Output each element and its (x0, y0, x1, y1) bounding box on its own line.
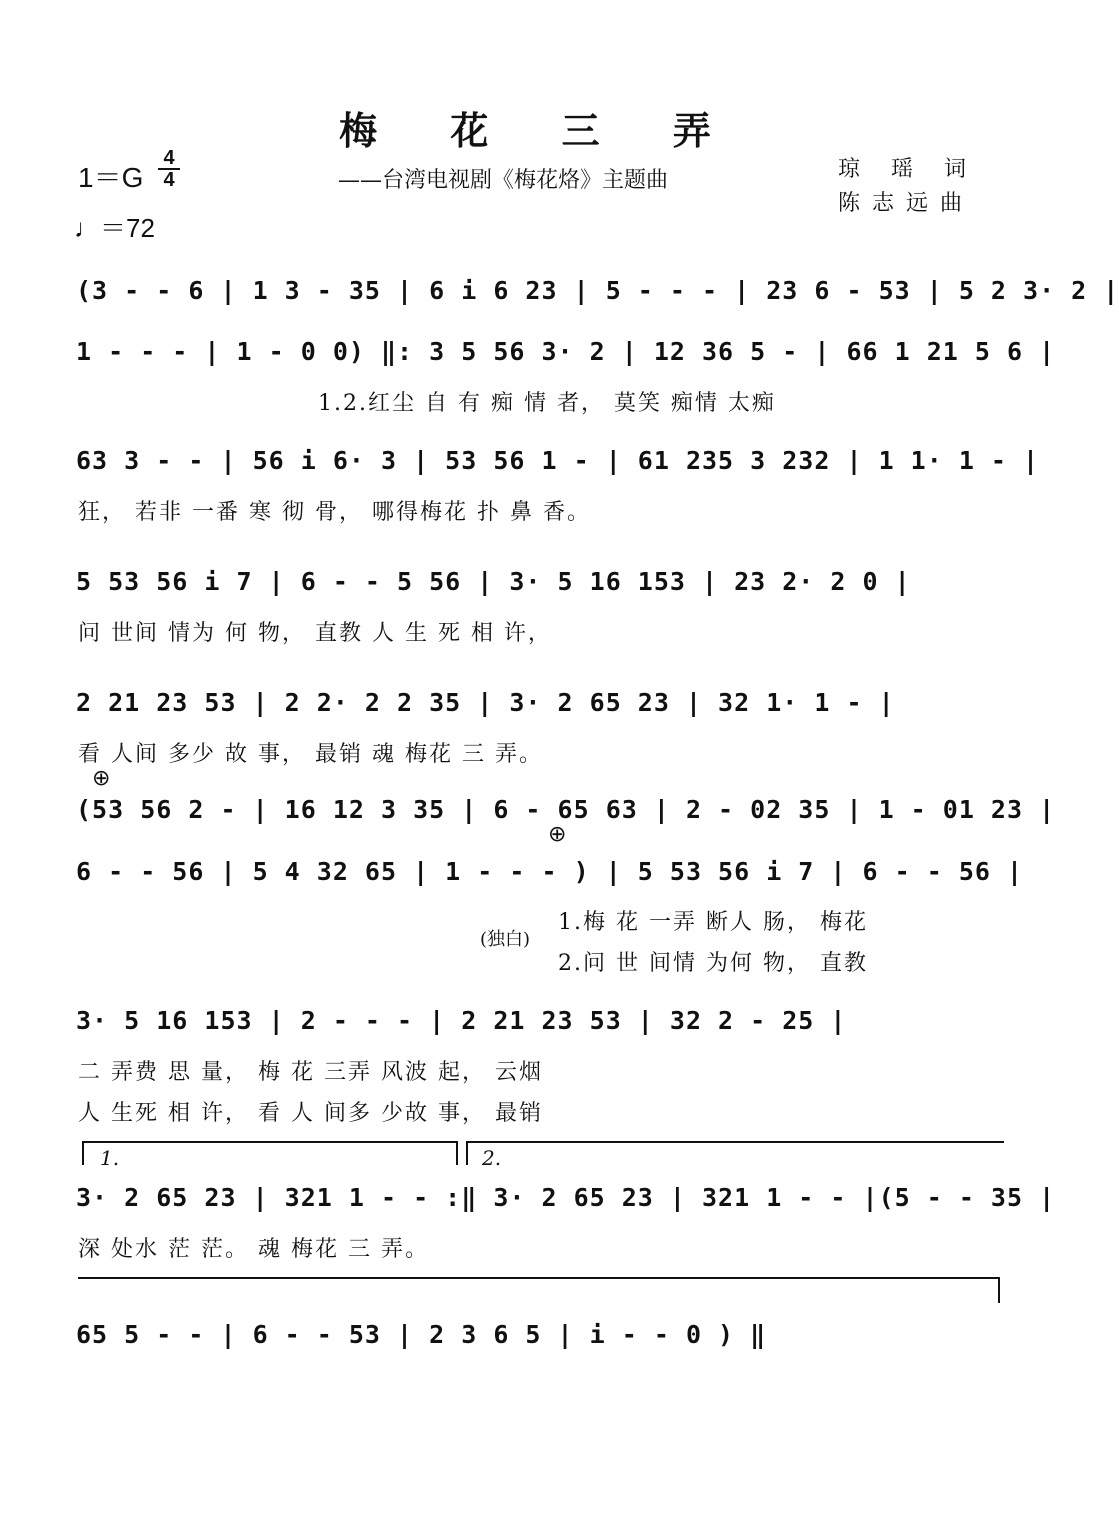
lyric-line-8: 人 生死 相 许， 看 人 间多 少故 事， 最销 (78, 1101, 543, 1126)
song-title: 梅 花 三 弄 (339, 108, 741, 153)
meter-top: 4 (163, 147, 175, 169)
meter-bottom: 4 (158, 168, 180, 190)
volta-1-bracket (82, 1141, 456, 1143)
lyric-line-2: 狂， 若非 一番 寒 彻 骨， 哪得梅花 扑 鼻 香。 (78, 500, 591, 525)
notation-row-9: 3· 2 65 23 | 321 1 - - :‖ 3· 2 65 23 | 321 1 - - |(5 - - 35 | (76, 1183, 1056, 1212)
notation-row-8: 3· 5 16 153 | 2 - - - | 2 21 23 53 | 32 2 - 25 | (76, 1006, 847, 1035)
subtitle: ——台湾电视剧《梅花烙》主题曲 (338, 168, 669, 193)
volta-2-label: 2. (482, 1146, 502, 1170)
time-signature (158, 148, 180, 190)
volta-1-left (82, 1141, 84, 1165)
notation-row-7: 6 - - 56 | 5 4 32 65 | 1 - - - ) | 5 53 56 i 7 | 6 - - 56 | (76, 857, 1024, 886)
notation-row-6: (53 56 2 - | 16 12 3 35 | 6 - 65 63 | 2 - 02 35 | 1 - 01 23 | (76, 795, 1056, 824)
final-line-bracket-end (998, 1277, 1000, 1303)
volta-1-right (456, 1141, 458, 1165)
lyric-line-7: 二 弄费 思 量， 梅 花 三弄 风波 起， 云烟 (78, 1060, 543, 1085)
coda-sign-2: ⊕ (548, 822, 567, 847)
lyricist-credit: 琼 瑶 词 (838, 157, 978, 182)
volta-1-label: 1. (100, 1146, 120, 1170)
lyric-line-5: 1.梅 花 一弄 断人 肠， 梅花 (558, 910, 868, 935)
lyric-line-1: 1.2.红尘 自 有 痴 情 者， 莫笑 痴情 太痴 (318, 391, 776, 416)
notation-row-10: 65 5 - - | 6 - - 53 | 2 3 6 5 | i - - 0 ) ‖ (76, 1320, 767, 1349)
monologue-mark: (独白) (480, 929, 531, 950)
volta-2-bracket (466, 1141, 1004, 1143)
volta-2-left (466, 1141, 468, 1165)
lyric-line-6: 2.问 世 间情 为何 物， 直教 (558, 951, 868, 976)
notation-row-5: 2 21 23 53 | 2 2· 2 2 35 | 3· 2 65 23 | 32 1· 1 - | (76, 688, 895, 717)
notation-row-4: 5 53 56 i 7 | 6 - - 5 56 | 3· 5 16 153 | 23 2· 2 0 | (76, 567, 911, 596)
lyric-line-4: 看 人间 多少 故 事， 最销 魂 梅花 三 弄。 (78, 742, 543, 767)
lyric-line-3: 问 世间 情为 何 物， 直教 人 生 死 相 许， (78, 621, 552, 646)
lyric-line-9: 深 处水 茫 茫。 魂 梅花 三 弄。 (78, 1237, 429, 1262)
coda-sign: ⊕ (92, 766, 111, 791)
notation-row-1: (3 - - 6 | 1 3 - 35 | 6 i 6 23 | 5 - - - | 23 6 - 53 | 5 2 3· 2 | (76, 276, 1119, 305)
tempo-marking: ♩＝72 (74, 213, 155, 243)
notation-row-2: 1 - - - | 1 - 0 0) ‖: 3 5 56 3· 2 | 12 36 5 - | 66 1 21 5 6 | (76, 337, 1056, 366)
composer-credit: 陈志远曲 (838, 191, 975, 216)
key-signature: 1＝G (78, 162, 144, 193)
notation-row-3: 63 3 - - | 56 i 6· 3 | 53 56 1 - | 61 235 3 232 | 1 1· 1 - | (76, 446, 1040, 475)
final-line-bracket (78, 1277, 998, 1279)
